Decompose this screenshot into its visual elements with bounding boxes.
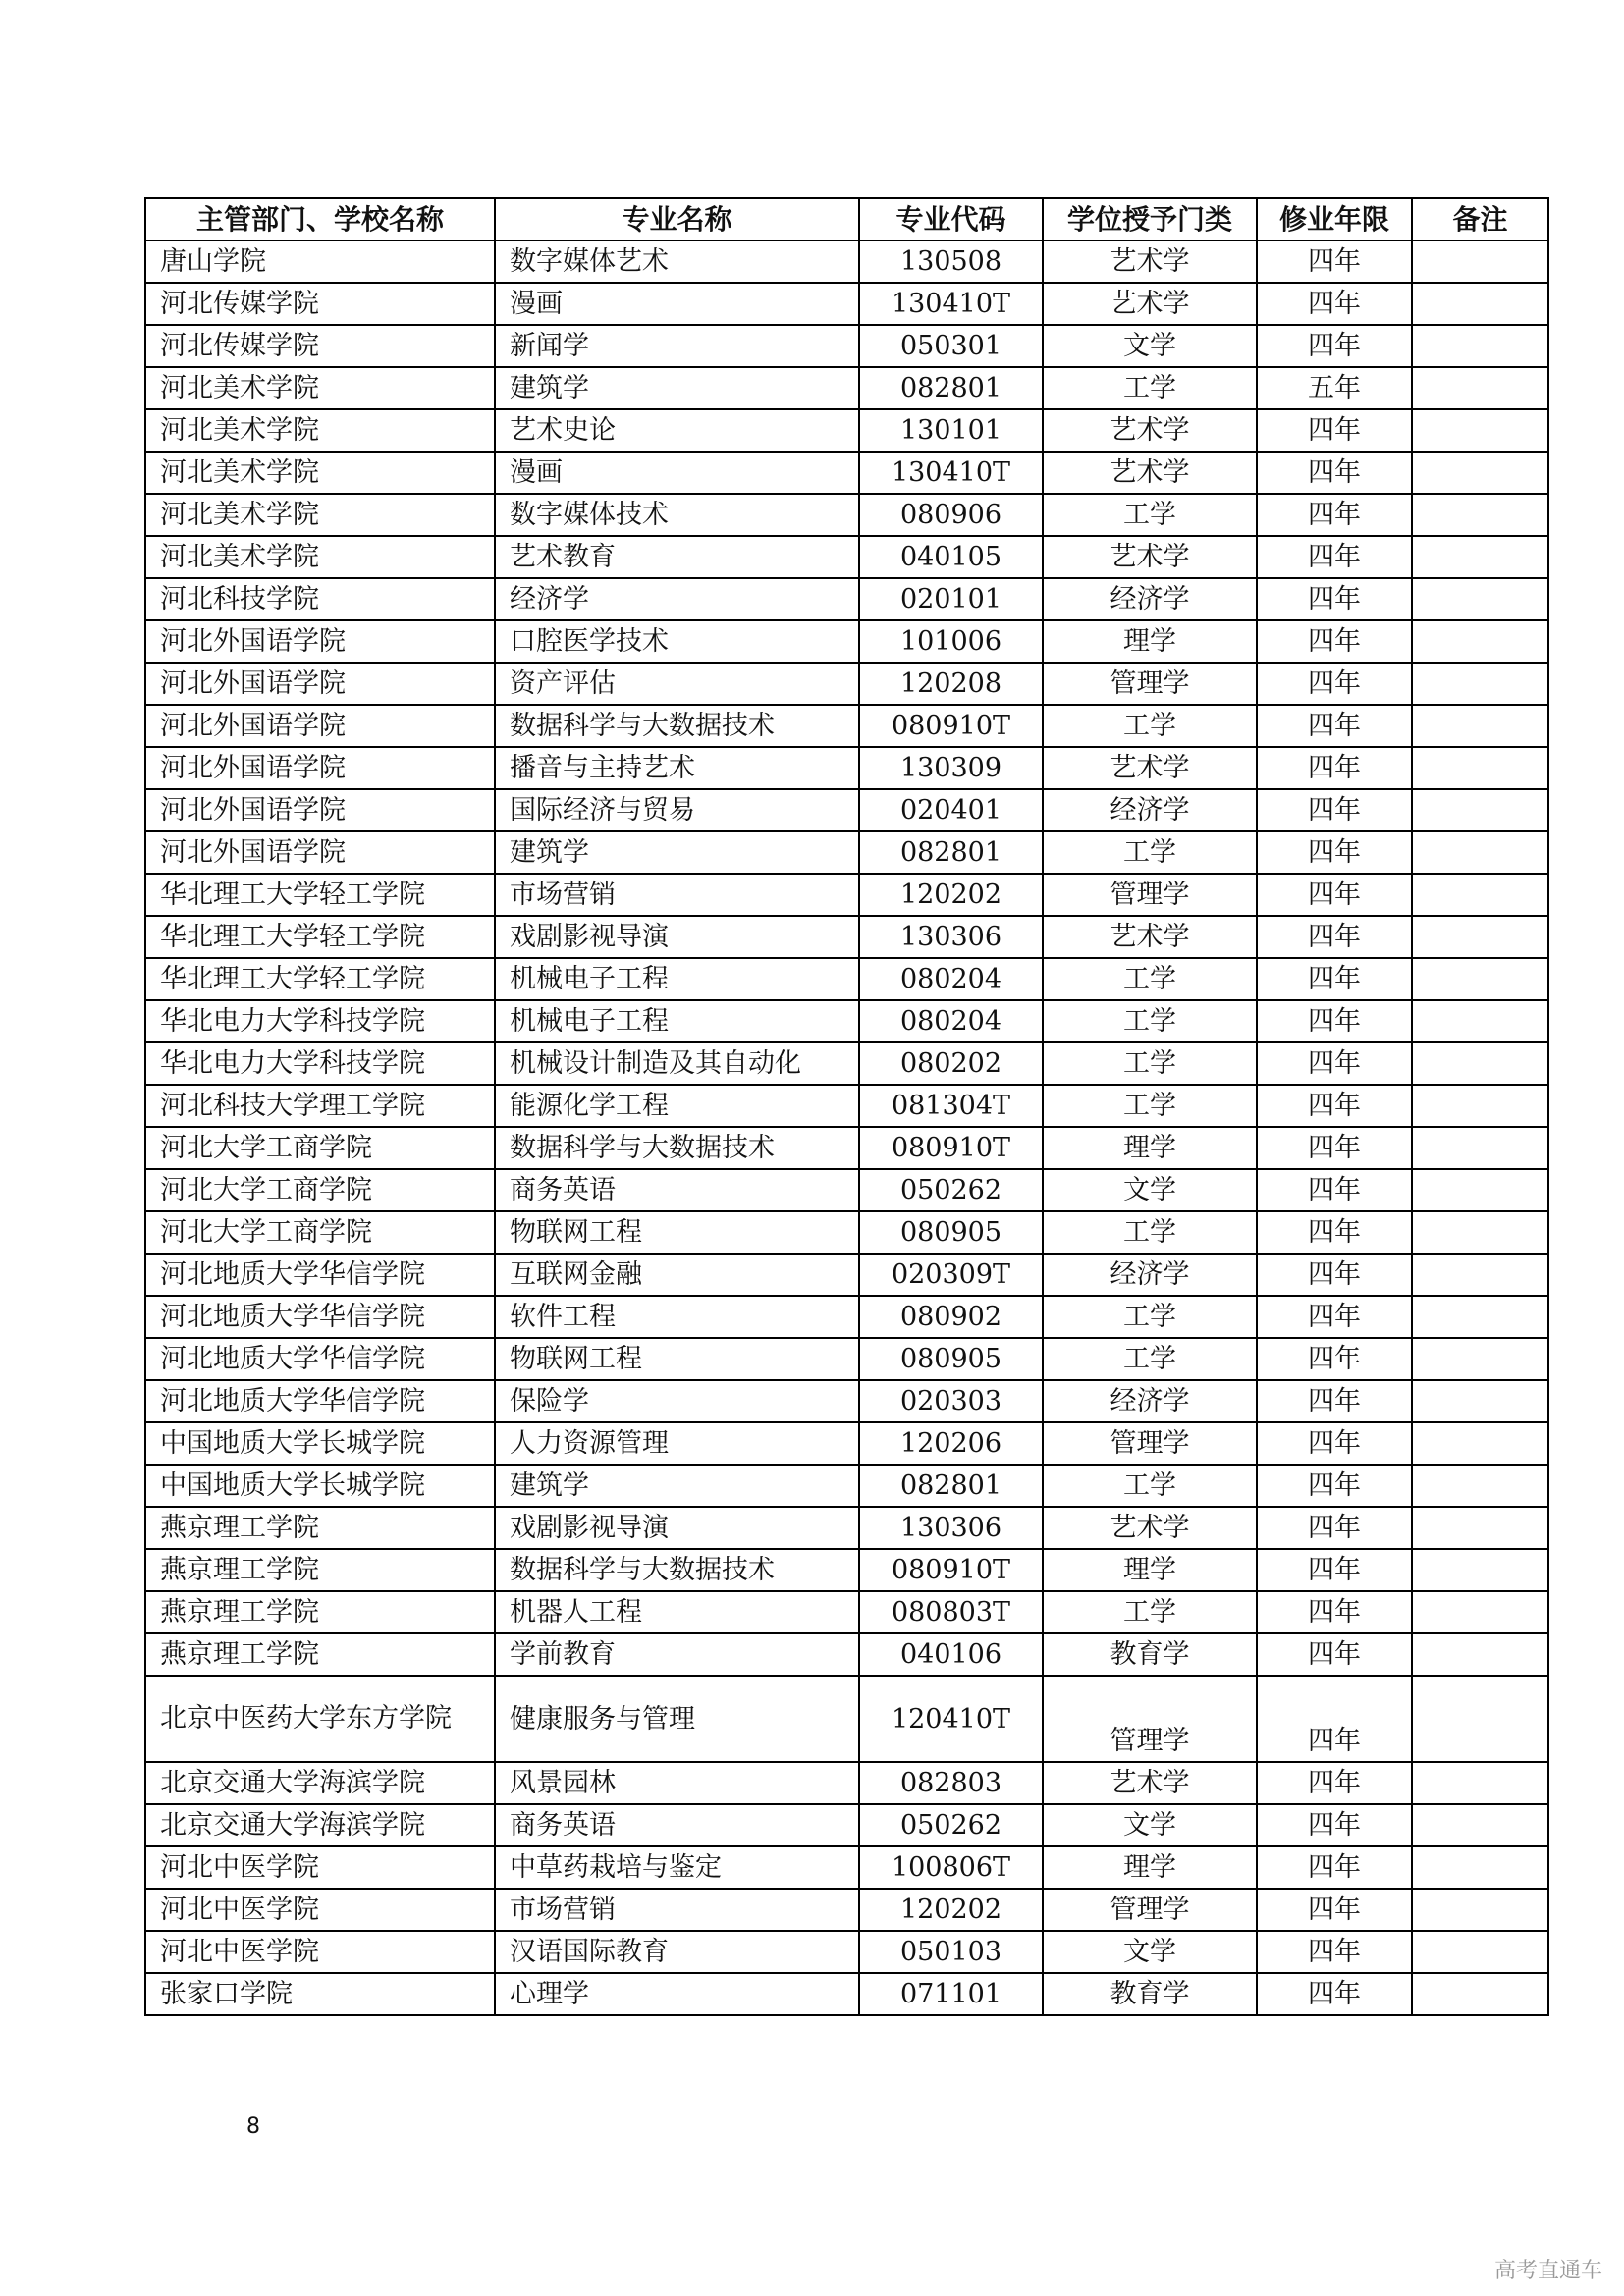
cell-code: 020101 xyxy=(859,578,1043,620)
cell-degree: 理学 xyxy=(1043,1127,1257,1169)
cell-school: 河北外国语学院 xyxy=(145,747,495,789)
cell-degree: 管理学 xyxy=(1043,1889,1257,1931)
cell-major: 口腔医学技术 xyxy=(495,620,859,663)
cell-school: 河北外国语学院 xyxy=(145,705,495,747)
cell-duration: 四年 xyxy=(1257,409,1412,452)
cell-remarks xyxy=(1412,536,1548,578)
table-row xyxy=(145,1465,1548,1507)
watermark: 高考直通车 xyxy=(1493,2259,1602,2283)
cell-degree: 工学 xyxy=(1043,1591,1257,1633)
cell-remarks xyxy=(1412,1804,1548,1846)
cell-duration: 四年 xyxy=(1257,1591,1412,1633)
cell-duration: 四年 xyxy=(1257,1676,1412,1762)
cell-remarks xyxy=(1412,1889,1548,1931)
header-degree: 学位授予门类 xyxy=(1043,198,1257,240)
cell-major: 学前教育 xyxy=(495,1633,859,1676)
cell-major: 机械设计制造及其自动化 xyxy=(495,1042,859,1085)
cell-code: 040105 xyxy=(859,536,1043,578)
cell-code: 040106 xyxy=(859,1633,1043,1676)
cell-duration: 四年 xyxy=(1257,325,1412,367)
table-row xyxy=(145,1380,1548,1422)
cell-major: 软件工程 xyxy=(495,1296,859,1338)
cell-duration: 四年 xyxy=(1257,1549,1412,1591)
cell-code: 120202 xyxy=(859,1889,1043,1931)
cell-school: 燕京理工学院 xyxy=(145,1507,495,1549)
table-row xyxy=(145,283,1548,325)
cell-remarks xyxy=(1412,831,1548,874)
cell-degree: 艺术学 xyxy=(1043,283,1257,325)
cell-major: 能源化学工程 xyxy=(495,1085,859,1127)
cell-duration: 四年 xyxy=(1257,1931,1412,1973)
cell-code: 080204 xyxy=(859,1000,1043,1042)
cell-degree: 教育学 xyxy=(1043,1633,1257,1676)
cell-remarks xyxy=(1412,620,1548,663)
table-row xyxy=(145,831,1548,874)
cell-remarks xyxy=(1412,1846,1548,1889)
table-row xyxy=(145,1633,1548,1676)
cell-remarks xyxy=(1412,1338,1548,1380)
cell-major: 经济学 xyxy=(495,578,859,620)
cell-degree: 工学 xyxy=(1043,1296,1257,1338)
cell-duration: 四年 xyxy=(1257,1846,1412,1889)
cell-duration: 四年 xyxy=(1257,283,1412,325)
cell-degree: 文学 xyxy=(1043,1169,1257,1211)
cell-school: 河北外国语学院 xyxy=(145,789,495,831)
cell-duration: 四年 xyxy=(1257,1973,1412,2015)
cell-school: 河北科技大学理工学院 xyxy=(145,1085,495,1127)
cell-major: 漫画 xyxy=(495,283,859,325)
cell-degree: 艺术学 xyxy=(1043,452,1257,494)
table-header-row xyxy=(145,198,1548,240)
table-row xyxy=(145,1549,1548,1591)
cell-major: 物联网工程 xyxy=(495,1338,859,1380)
cell-code: 101006 xyxy=(859,620,1043,663)
cell-school: 张家口学院 xyxy=(145,1973,495,2015)
cell-major: 数据科学与大数据技术 xyxy=(495,705,859,747)
cell-school: 华北理工大学轻工学院 xyxy=(145,916,495,958)
cell-remarks xyxy=(1412,1296,1548,1338)
cell-code: 120206 xyxy=(859,1422,1043,1465)
cell-degree: 管理学 xyxy=(1043,663,1257,705)
cell-code: 071101 xyxy=(859,1973,1043,2015)
cell-major: 风景园林 xyxy=(495,1762,859,1804)
table-row xyxy=(145,367,1548,409)
cell-code: 020303 xyxy=(859,1380,1043,1422)
header-code: 专业代码 xyxy=(859,198,1043,240)
cell-remarks xyxy=(1412,409,1548,452)
cell-duration: 四年 xyxy=(1257,958,1412,1000)
cell-major: 心理学 xyxy=(495,1973,859,2015)
table-row xyxy=(145,1338,1548,1380)
cell-degree: 经济学 xyxy=(1043,1254,1257,1296)
cell-code: 130306 xyxy=(859,916,1043,958)
table-row xyxy=(145,536,1548,578)
table-row xyxy=(145,1973,1548,2015)
cell-remarks xyxy=(1412,452,1548,494)
cell-degree: 文学 xyxy=(1043,325,1257,367)
cell-degree: 管理学 xyxy=(1043,874,1257,916)
cell-code: 080905 xyxy=(859,1338,1043,1380)
cell-major: 艺术史论 xyxy=(495,409,859,452)
cell-school: 河北美术学院 xyxy=(145,409,495,452)
cell-school: 燕京理工学院 xyxy=(145,1633,495,1676)
cell-code: 080910T xyxy=(859,705,1043,747)
cell-degree: 理学 xyxy=(1043,620,1257,663)
cell-duration: 四年 xyxy=(1257,1042,1412,1085)
cell-degree: 艺术学 xyxy=(1043,240,1257,283)
table-row xyxy=(145,663,1548,705)
cell-school: 燕京理工学院 xyxy=(145,1549,495,1591)
cell-code: 080905 xyxy=(859,1211,1043,1254)
cell-major: 物联网工程 xyxy=(495,1211,859,1254)
cell-degree: 工学 xyxy=(1043,367,1257,409)
cell-major: 新闻学 xyxy=(495,325,859,367)
cell-degree: 理学 xyxy=(1043,1846,1257,1889)
cell-duration: 四年 xyxy=(1257,916,1412,958)
cell-major: 数据科学与大数据技术 xyxy=(495,1549,859,1591)
cell-code: 050262 xyxy=(859,1169,1043,1211)
table-row xyxy=(145,325,1548,367)
cell-school: 河北中医学院 xyxy=(145,1931,495,1973)
cell-major: 建筑学 xyxy=(495,831,859,874)
cell-major: 市场营销 xyxy=(495,1889,859,1931)
cell-degree: 工学 xyxy=(1043,494,1257,536)
cell-degree: 工学 xyxy=(1043,705,1257,747)
cell-duration: 四年 xyxy=(1257,620,1412,663)
cell-school: 河北外国语学院 xyxy=(145,663,495,705)
cell-major: 数字媒体艺术 xyxy=(495,240,859,283)
cell-school: 河北外国语学院 xyxy=(145,620,495,663)
cell-duration: 四年 xyxy=(1257,1296,1412,1338)
cell-duration: 四年 xyxy=(1257,1465,1412,1507)
cell-degree: 文学 xyxy=(1043,1931,1257,1973)
cell-school: 唐山学院 xyxy=(145,240,495,283)
cell-remarks xyxy=(1412,1762,1548,1804)
cell-school: 北京交通大学海滨学院 xyxy=(145,1804,495,1846)
cell-school: 河北地质大学华信学院 xyxy=(145,1296,495,1338)
cell-degree: 工学 xyxy=(1043,958,1257,1000)
cell-school: 北京中医药大学东方学院 xyxy=(145,1676,495,1762)
table-row xyxy=(145,747,1548,789)
cell-school: 河北大学工商学院 xyxy=(145,1211,495,1254)
cell-major: 人力资源管理 xyxy=(495,1422,859,1465)
table-row xyxy=(145,789,1548,831)
header-school: 主管部门、学校名称 xyxy=(145,198,495,240)
table-row xyxy=(145,620,1548,663)
cell-duration: 四年 xyxy=(1257,1254,1412,1296)
cell-remarks xyxy=(1412,1973,1548,2015)
cell-remarks xyxy=(1412,1380,1548,1422)
cell-degree: 文学 xyxy=(1043,1804,1257,1846)
cell-school: 华北理工大学轻工学院 xyxy=(145,958,495,1000)
cell-school: 河北传媒学院 xyxy=(145,325,495,367)
cell-school: 华北理工大学轻工学院 xyxy=(145,874,495,916)
cell-code: 082801 xyxy=(859,1465,1043,1507)
cell-school: 河北大学工商学院 xyxy=(145,1127,495,1169)
cell-school: 河北美术学院 xyxy=(145,536,495,578)
table-row xyxy=(145,1169,1548,1211)
cell-school: 河北地质大学华信学院 xyxy=(145,1338,495,1380)
table-row xyxy=(145,452,1548,494)
cell-major: 健康服务与管理 xyxy=(495,1676,859,1762)
cell-remarks xyxy=(1412,705,1548,747)
cell-degree: 工学 xyxy=(1043,1085,1257,1127)
cell-remarks xyxy=(1412,1465,1548,1507)
cell-code: 080202 xyxy=(859,1042,1043,1085)
cell-duration: 四年 xyxy=(1257,1127,1412,1169)
cell-code: 130101 xyxy=(859,409,1043,452)
header-duration: 修业年限 xyxy=(1257,198,1412,240)
cell-duration: 四年 xyxy=(1257,1211,1412,1254)
cell-school: 河北大学工商学院 xyxy=(145,1169,495,1211)
cell-code: 130508 xyxy=(859,240,1043,283)
cell-code: 100806T xyxy=(859,1846,1043,1889)
cell-degree: 工学 xyxy=(1043,1042,1257,1085)
cell-code: 082803 xyxy=(859,1762,1043,1804)
cell-remarks xyxy=(1412,958,1548,1000)
cell-remarks xyxy=(1412,325,1548,367)
cell-code: 082801 xyxy=(859,831,1043,874)
cell-major: 数据科学与大数据技术 xyxy=(495,1127,859,1169)
cell-duration: 四年 xyxy=(1257,536,1412,578)
cell-remarks xyxy=(1412,1127,1548,1169)
cell-code: 020401 xyxy=(859,789,1043,831)
cell-duration: 四年 xyxy=(1257,1507,1412,1549)
cell-code: 130306 xyxy=(859,1507,1043,1549)
table-row xyxy=(145,705,1548,747)
cell-degree: 艺术学 xyxy=(1043,536,1257,578)
cell-duration: 四年 xyxy=(1257,240,1412,283)
cell-remarks xyxy=(1412,1000,1548,1042)
cell-remarks xyxy=(1412,1633,1548,1676)
cell-duration: 四年 xyxy=(1257,874,1412,916)
cell-remarks xyxy=(1412,789,1548,831)
table-row xyxy=(145,1889,1548,1931)
table-row xyxy=(145,1042,1548,1085)
cell-major: 播音与主持艺术 xyxy=(495,747,859,789)
cell-major: 保险学 xyxy=(495,1380,859,1422)
cell-degree: 经济学 xyxy=(1043,578,1257,620)
cell-code: 130309 xyxy=(859,747,1043,789)
table-row xyxy=(145,1762,1548,1804)
table-row xyxy=(145,874,1548,916)
cell-degree: 工学 xyxy=(1043,1000,1257,1042)
cell-duration: 四年 xyxy=(1257,1889,1412,1931)
cell-major: 建筑学 xyxy=(495,1465,859,1507)
cell-major: 中草药栽培与鉴定 xyxy=(495,1846,859,1889)
cell-duration: 四年 xyxy=(1257,747,1412,789)
page-number: 8 xyxy=(246,2114,260,2139)
cell-school: 燕京理工学院 xyxy=(145,1591,495,1633)
table-row xyxy=(145,494,1548,536)
cell-remarks xyxy=(1412,1254,1548,1296)
cell-code: 020309T xyxy=(859,1254,1043,1296)
cell-remarks xyxy=(1412,747,1548,789)
cell-degree: 工学 xyxy=(1043,1211,1257,1254)
cell-code: 080204 xyxy=(859,958,1043,1000)
cell-major: 国际经济与贸易 xyxy=(495,789,859,831)
cell-duration: 四年 xyxy=(1257,1085,1412,1127)
cell-school: 河北美术学院 xyxy=(145,367,495,409)
cell-duration: 四年 xyxy=(1257,705,1412,747)
cell-degree: 艺术学 xyxy=(1043,747,1257,789)
cell-degree: 管理学 xyxy=(1043,1422,1257,1465)
cell-degree: 理学 xyxy=(1043,1549,1257,1591)
cell-major: 艺术教育 xyxy=(495,536,859,578)
cell-remarks xyxy=(1412,1931,1548,1973)
cell-duration: 四年 xyxy=(1257,1380,1412,1422)
cell-remarks xyxy=(1412,1549,1548,1591)
cell-code: 080910T xyxy=(859,1549,1043,1591)
cell-school: 河北地质大学华信学院 xyxy=(145,1254,495,1296)
cell-major: 机器人工程 xyxy=(495,1591,859,1633)
cell-duration: 四年 xyxy=(1257,831,1412,874)
table-row xyxy=(145,1296,1548,1338)
cell-major: 戏剧影视导演 xyxy=(495,916,859,958)
cell-duration: 四年 xyxy=(1257,1804,1412,1846)
cell-major: 数字媒体技术 xyxy=(495,494,859,536)
cell-code: 050262 xyxy=(859,1804,1043,1846)
cell-degree: 艺术学 xyxy=(1043,916,1257,958)
table-row xyxy=(145,1931,1548,1973)
cell-degree: 工学 xyxy=(1043,1465,1257,1507)
cell-remarks xyxy=(1412,1211,1548,1254)
cell-duration: 四年 xyxy=(1257,663,1412,705)
table-row xyxy=(145,578,1548,620)
cell-code: 080803T xyxy=(859,1591,1043,1633)
cell-duration: 四年 xyxy=(1257,1422,1412,1465)
cell-major: 市场营销 xyxy=(495,874,859,916)
cell-code: 120410T xyxy=(859,1676,1043,1762)
cell-degree: 管理学 xyxy=(1043,1676,1257,1762)
table-row xyxy=(145,240,1548,283)
cell-code: 130410T xyxy=(859,452,1043,494)
cell-remarks xyxy=(1412,283,1548,325)
table-row xyxy=(145,1211,1548,1254)
cell-remarks xyxy=(1412,916,1548,958)
cell-major: 机械电子工程 xyxy=(495,958,859,1000)
cell-duration: 四年 xyxy=(1257,578,1412,620)
table-row xyxy=(145,916,1548,958)
cell-major: 汉语国际教育 xyxy=(495,1931,859,1973)
cell-school: 河北传媒学院 xyxy=(145,283,495,325)
cell-duration: 四年 xyxy=(1257,452,1412,494)
table-row xyxy=(145,958,1548,1000)
cell-school: 河北地质大学华信学院 xyxy=(145,1380,495,1422)
cell-major: 资产评估 xyxy=(495,663,859,705)
table-row xyxy=(145,1591,1548,1633)
table-row xyxy=(145,409,1548,452)
major-list-table xyxy=(144,197,1549,2016)
cell-remarks xyxy=(1412,367,1548,409)
table-row xyxy=(145,1804,1548,1846)
cell-duration: 四年 xyxy=(1257,1169,1412,1211)
cell-remarks xyxy=(1412,663,1548,705)
cell-major: 漫画 xyxy=(495,452,859,494)
cell-major: 商务英语 xyxy=(495,1804,859,1846)
cell-school: 华北电力大学科技学院 xyxy=(145,1000,495,1042)
cell-code: 082801 xyxy=(859,367,1043,409)
cell-degree: 艺术学 xyxy=(1043,409,1257,452)
cell-duration: 四年 xyxy=(1257,1000,1412,1042)
cell-remarks xyxy=(1412,240,1548,283)
cell-degree: 经济学 xyxy=(1043,789,1257,831)
cell-remarks xyxy=(1412,1042,1548,1085)
table-row xyxy=(145,1000,1548,1042)
table-row xyxy=(145,1085,1548,1127)
cell-remarks xyxy=(1412,1591,1548,1633)
cell-major: 机械电子工程 xyxy=(495,1000,859,1042)
cell-remarks xyxy=(1412,1422,1548,1465)
cell-duration: 四年 xyxy=(1257,1338,1412,1380)
cell-remarks xyxy=(1412,1507,1548,1549)
table-row xyxy=(145,1127,1548,1169)
cell-remarks xyxy=(1412,1676,1548,1762)
cell-degree: 经济学 xyxy=(1043,1380,1257,1422)
cell-school: 华北电力大学科技学院 xyxy=(145,1042,495,1085)
cell-duration: 四年 xyxy=(1257,1633,1412,1676)
cell-school: 中国地质大学长城学院 xyxy=(145,1422,495,1465)
table-row xyxy=(145,1254,1548,1296)
cell-code: 050301 xyxy=(859,325,1043,367)
cell-duration: 五年 xyxy=(1257,367,1412,409)
cell-code: 130410T xyxy=(859,283,1043,325)
cell-code: 081304T xyxy=(859,1085,1043,1127)
cell-degree: 工学 xyxy=(1043,831,1257,874)
table-body xyxy=(145,240,1548,2015)
table-row xyxy=(145,1507,1548,1549)
table-row xyxy=(145,1846,1548,1889)
cell-degree: 工学 xyxy=(1043,1338,1257,1380)
cell-code: 080902 xyxy=(859,1296,1043,1338)
cell-school: 河北美术学院 xyxy=(145,494,495,536)
cell-degree: 艺术学 xyxy=(1043,1507,1257,1549)
cell-major: 戏剧影视导演 xyxy=(495,1507,859,1549)
cell-school: 河北中医学院 xyxy=(145,1846,495,1889)
cell-degree: 教育学 xyxy=(1043,1973,1257,2015)
cell-remarks xyxy=(1412,1169,1548,1211)
cell-school: 中国地质大学长城学院 xyxy=(145,1465,495,1507)
cell-remarks xyxy=(1412,494,1548,536)
cell-code: 050103 xyxy=(859,1931,1043,1973)
table-row xyxy=(145,1422,1548,1465)
cell-code: 080910T xyxy=(859,1127,1043,1169)
cell-major: 商务英语 xyxy=(495,1169,859,1211)
cell-remarks xyxy=(1412,1085,1548,1127)
cell-school: 北京交通大学海滨学院 xyxy=(145,1762,495,1804)
cell-remarks xyxy=(1412,874,1548,916)
cell-school: 河北美术学院 xyxy=(145,452,495,494)
cell-school: 河北科技学院 xyxy=(145,578,495,620)
cell-degree: 艺术学 xyxy=(1043,1762,1257,1804)
cell-school: 河北外国语学院 xyxy=(145,831,495,874)
cell-code: 120202 xyxy=(859,874,1043,916)
cell-duration: 四年 xyxy=(1257,789,1412,831)
cell-code: 080906 xyxy=(859,494,1043,536)
cell-code: 120208 xyxy=(859,663,1043,705)
header-remarks: 备注 xyxy=(1412,198,1548,240)
header-major: 专业名称 xyxy=(495,198,859,240)
cell-remarks xyxy=(1412,578,1548,620)
cell-duration: 四年 xyxy=(1257,1762,1412,1804)
table-row xyxy=(145,1676,1548,1762)
cell-school: 河北中医学院 xyxy=(145,1889,495,1931)
cell-major: 建筑学 xyxy=(495,367,859,409)
cell-major: 互联网金融 xyxy=(495,1254,859,1296)
cell-duration: 四年 xyxy=(1257,494,1412,536)
